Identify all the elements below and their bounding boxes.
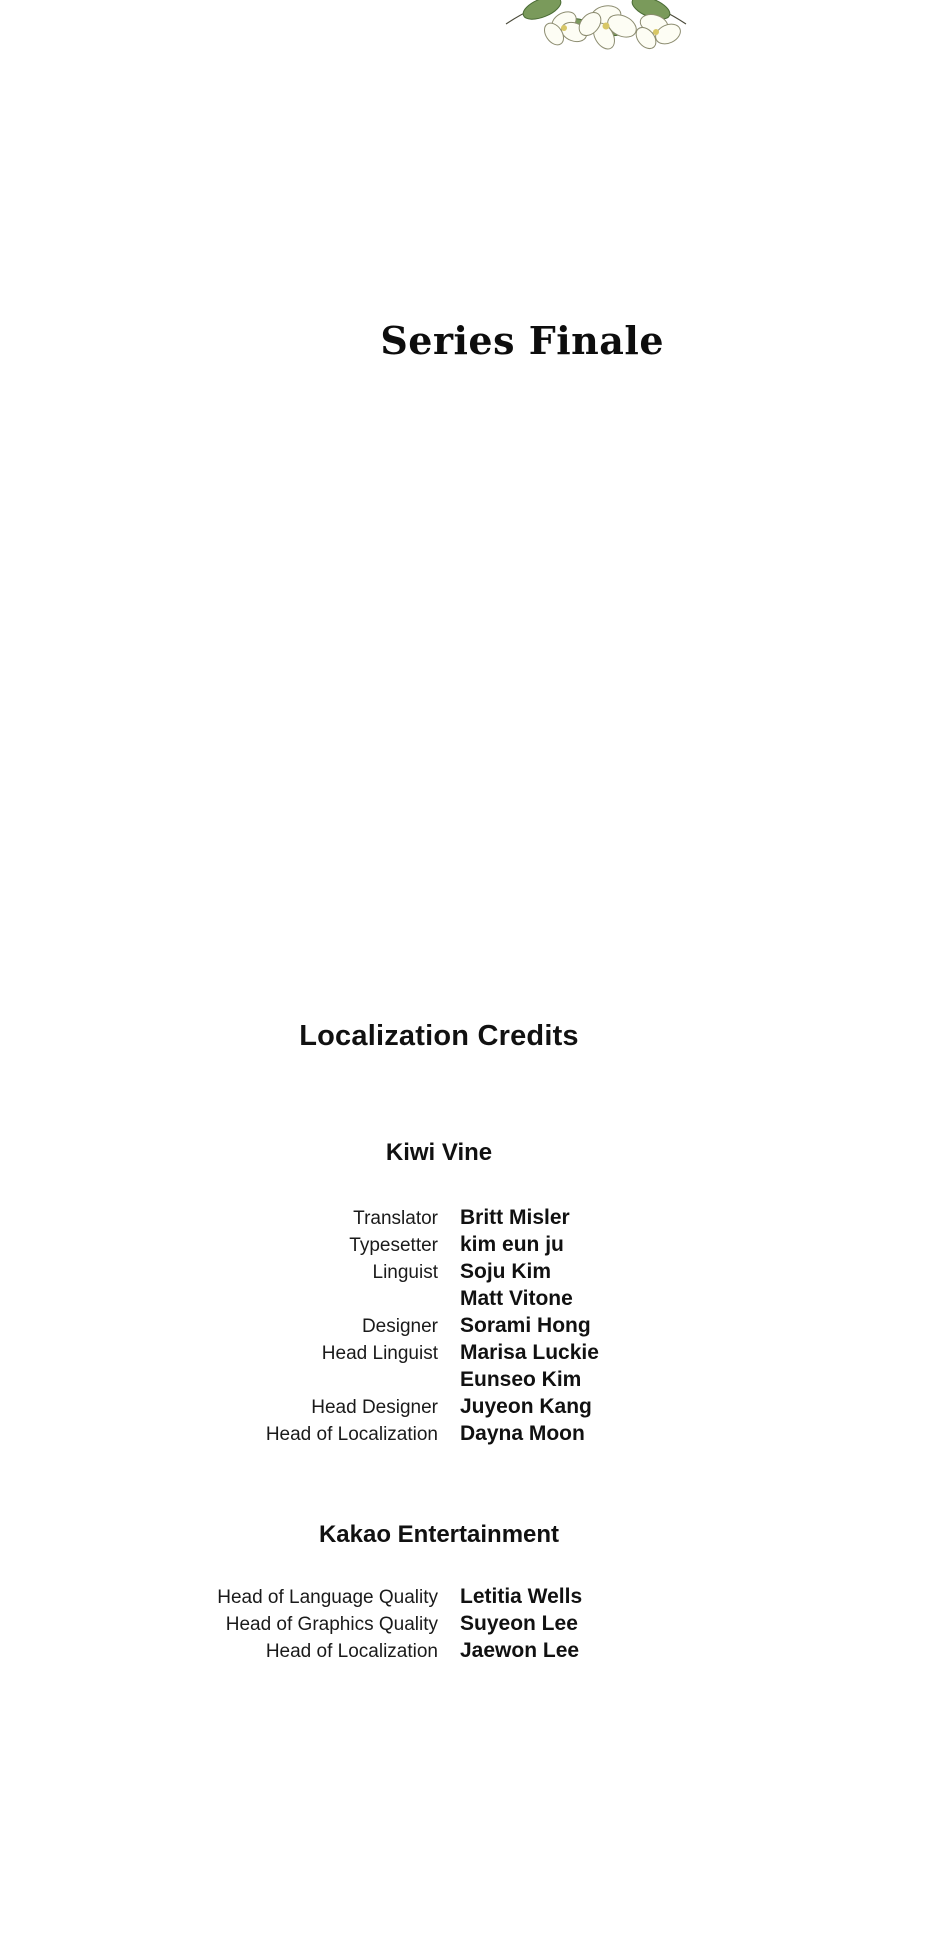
credit-role: Translator (353, 1208, 438, 1229)
credit-name: Jaewon Lee (460, 1639, 580, 1662)
credits-rows (0, 1207, 940, 1450)
section-heading: Kakao Entertainment (318, 1521, 560, 1548)
credit-role: Typesetter (349, 1235, 438, 1256)
credit-role: Head of Graphics Quality (225, 1614, 438, 1635)
credit-row (0, 1423, 940, 1450)
localization-credits-block (0, 1020, 940, 1667)
credit-row (0, 1288, 940, 1315)
credit-role: Head of Localization (265, 1424, 438, 1445)
credit-name: Matt Vitone (460, 1287, 573, 1310)
credit-role: Designer (361, 1316, 438, 1337)
credit-name: kim eun ju (460, 1233, 564, 1256)
credit-role: Head Linguist (321, 1343, 438, 1364)
credit-name: Sorami Hong (460, 1314, 591, 1337)
credit-row (0, 1261, 940, 1288)
credit-row (0, 1315, 940, 1342)
credit-name: Marisa Luckie (460, 1341, 599, 1364)
credit-row (0, 1207, 940, 1234)
credit-row (0, 1342, 940, 1369)
credit-role: Head of Localization (265, 1641, 438, 1662)
credit-row (0, 1640, 940, 1667)
credit-row (0, 1396, 940, 1423)
credit-name: Suyeon Lee (460, 1612, 578, 1635)
white-flower-bouquet-icon (446, 0, 746, 54)
floral-decoration (446, 0, 746, 54)
credit-row (0, 1613, 940, 1640)
series-finale-heading: Series Finale (380, 318, 664, 363)
credit-name: Dayna Moon (460, 1422, 585, 1445)
credits-section-kiwi-vine (0, 1139, 940, 1450)
section-heading: Kiwi Vine (385, 1139, 493, 1166)
credit-role: Linguist (372, 1262, 438, 1283)
credit-name: Letitia Wells (460, 1585, 583, 1608)
credits-title: Localization Credits (299, 1020, 579, 1052)
credit-row (0, 1234, 940, 1261)
credit-name: Britt Misler (460, 1206, 570, 1229)
credit-name: Juyeon Kang (460, 1395, 592, 1418)
credit-name: Soju Kim (460, 1260, 552, 1283)
credit-row (0, 1586, 940, 1613)
credits-rows (0, 1586, 940, 1667)
credits-section-kakao-entertainment (0, 1521, 940, 1667)
credit-name: Eunseo Kim (460, 1368, 582, 1391)
credit-role: Head of Language Quality (217, 1587, 438, 1608)
credit-row (0, 1369, 940, 1396)
credit-role: Head Designer (311, 1397, 438, 1418)
